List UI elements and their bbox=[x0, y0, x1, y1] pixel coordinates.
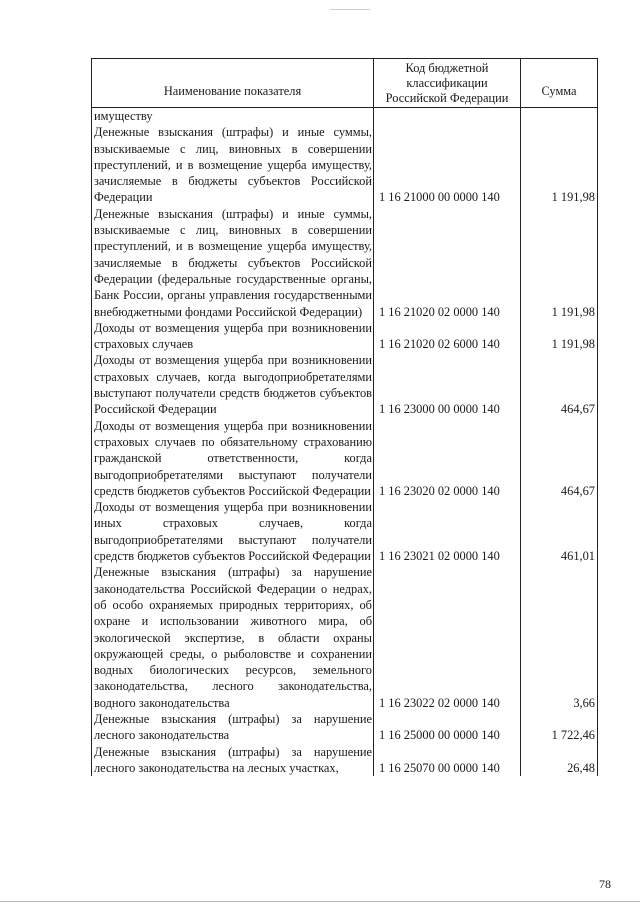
row-code: 1 16 23020 02 0000 140 bbox=[374, 418, 521, 499]
row-name: имуществу bbox=[92, 108, 374, 125]
row-name: Доходы от возмещения ущерба при возникновении иных страховых случаев, когда выгодоприобретателями выступают получатели средств бюджетов субъектов Российской Федерации bbox=[92, 499, 374, 564]
row-code: 1 16 21000 00 0000 140 bbox=[374, 124, 521, 205]
row-code: 1 16 23000 00 0000 140 bbox=[374, 352, 521, 417]
row-code: 1 16 21020 02 0000 140 bbox=[374, 206, 521, 320]
table-row bbox=[92, 564, 598, 711]
budget-revenue-table bbox=[91, 58, 598, 776]
row-name: Денежные взыскания (штрафы) за нарушение лесного законодательства на лесных участках, bbox=[92, 744, 374, 777]
row-amount: 461,01 bbox=[521, 499, 598, 564]
table-row bbox=[92, 711, 598, 744]
row-code: 1 16 21020 02 6000 140 bbox=[374, 320, 521, 353]
row-name: Доходы от возмещения ущерба при возникновении страховых случаев, когда выгодоприобретателями выступают получатели средств бюджетов субъектов Российской Федерации bbox=[92, 352, 374, 417]
table-header-row bbox=[92, 59, 598, 108]
row-amount: 1 722,46 bbox=[521, 711, 598, 744]
row-amount: 3,66 bbox=[521, 564, 598, 711]
scan-bottom-line bbox=[0, 901, 640, 902]
row-code: 1 16 25000 00 0000 140 bbox=[374, 711, 521, 744]
row-name: Доходы от возмещения ущерба при возникновении страховых случаев по обязательному страхованию гражданской ответственности, когда выгодоприобретателями выступают получатели средств бюджетов субъектов Российской Федерации bbox=[92, 418, 374, 499]
row-amount: 1 191,98 bbox=[521, 320, 598, 353]
row-name: Денежные взыскания (штрафы) и иные суммы, взыскиваемые с лиц, виновных в совершении преступлений, и в возмещение ущерба имуществу, зачисляемые в бюджеты субъектов Российской Федерации (федеральные государственные органы, Банк России, органы управления государственными внебюджетными фондами Российской Федерации) bbox=[92, 206, 374, 320]
table-row bbox=[92, 124, 598, 205]
row-code: 1 16 23021 02 0000 140 bbox=[374, 499, 521, 564]
row-code: 1 16 23022 02 0000 140 bbox=[374, 564, 521, 711]
row-amount: 1 191,98 bbox=[521, 124, 598, 205]
scan-top-line bbox=[330, 9, 370, 10]
table-row bbox=[92, 744, 598, 777]
header-budget-code: Код бюджетной классификации Российской Федерации bbox=[374, 59, 521, 108]
row-code: 1 16 25070 00 0000 140 bbox=[374, 744, 521, 777]
header-amount: Сумма bbox=[521, 59, 598, 108]
page-number: 78 bbox=[599, 877, 611, 891]
table-row bbox=[92, 206, 598, 320]
row-amount: 1 191,98 bbox=[521, 206, 598, 320]
row-name: Денежные взыскания (штрафы) за нарушение законодательства Российской Федерации о недрах, об особо охраняемых природных территориях, об охране и использовании животного мира, об экологической экспертизе, в области охраны окружающей среды, о рыболовстве и сохранении водных биологических ресурсов, земельного законодательства, лесного законодательства, водного законодательства bbox=[92, 564, 374, 711]
row-amount: 464,67 bbox=[521, 418, 598, 499]
row-name: Денежные взыскания (штрафы) и иные суммы, взыскиваемые с лиц, виновных в совершении преступлений, и в возмещение ущерба имуществу, зачисляемые в бюджеты субъектов Российской Федерации bbox=[92, 124, 374, 205]
table-row bbox=[92, 499, 598, 564]
row-amount bbox=[521, 108, 598, 125]
row-name: Денежные взыскания (штрафы) за нарушение лесного законодательства bbox=[92, 711, 374, 744]
row-amount: 26,48 bbox=[521, 744, 598, 777]
row-name: Доходы от возмещения ущерба при возникновении страховых случаев bbox=[92, 320, 374, 353]
row-code bbox=[374, 108, 521, 125]
header-indicator-name: Наименование показателя bbox=[92, 59, 374, 108]
row-amount: 464,67 bbox=[521, 352, 598, 417]
table-row bbox=[92, 320, 598, 353]
table-row bbox=[92, 352, 598, 417]
table-row bbox=[92, 418, 598, 499]
table-row bbox=[92, 108, 598, 125]
